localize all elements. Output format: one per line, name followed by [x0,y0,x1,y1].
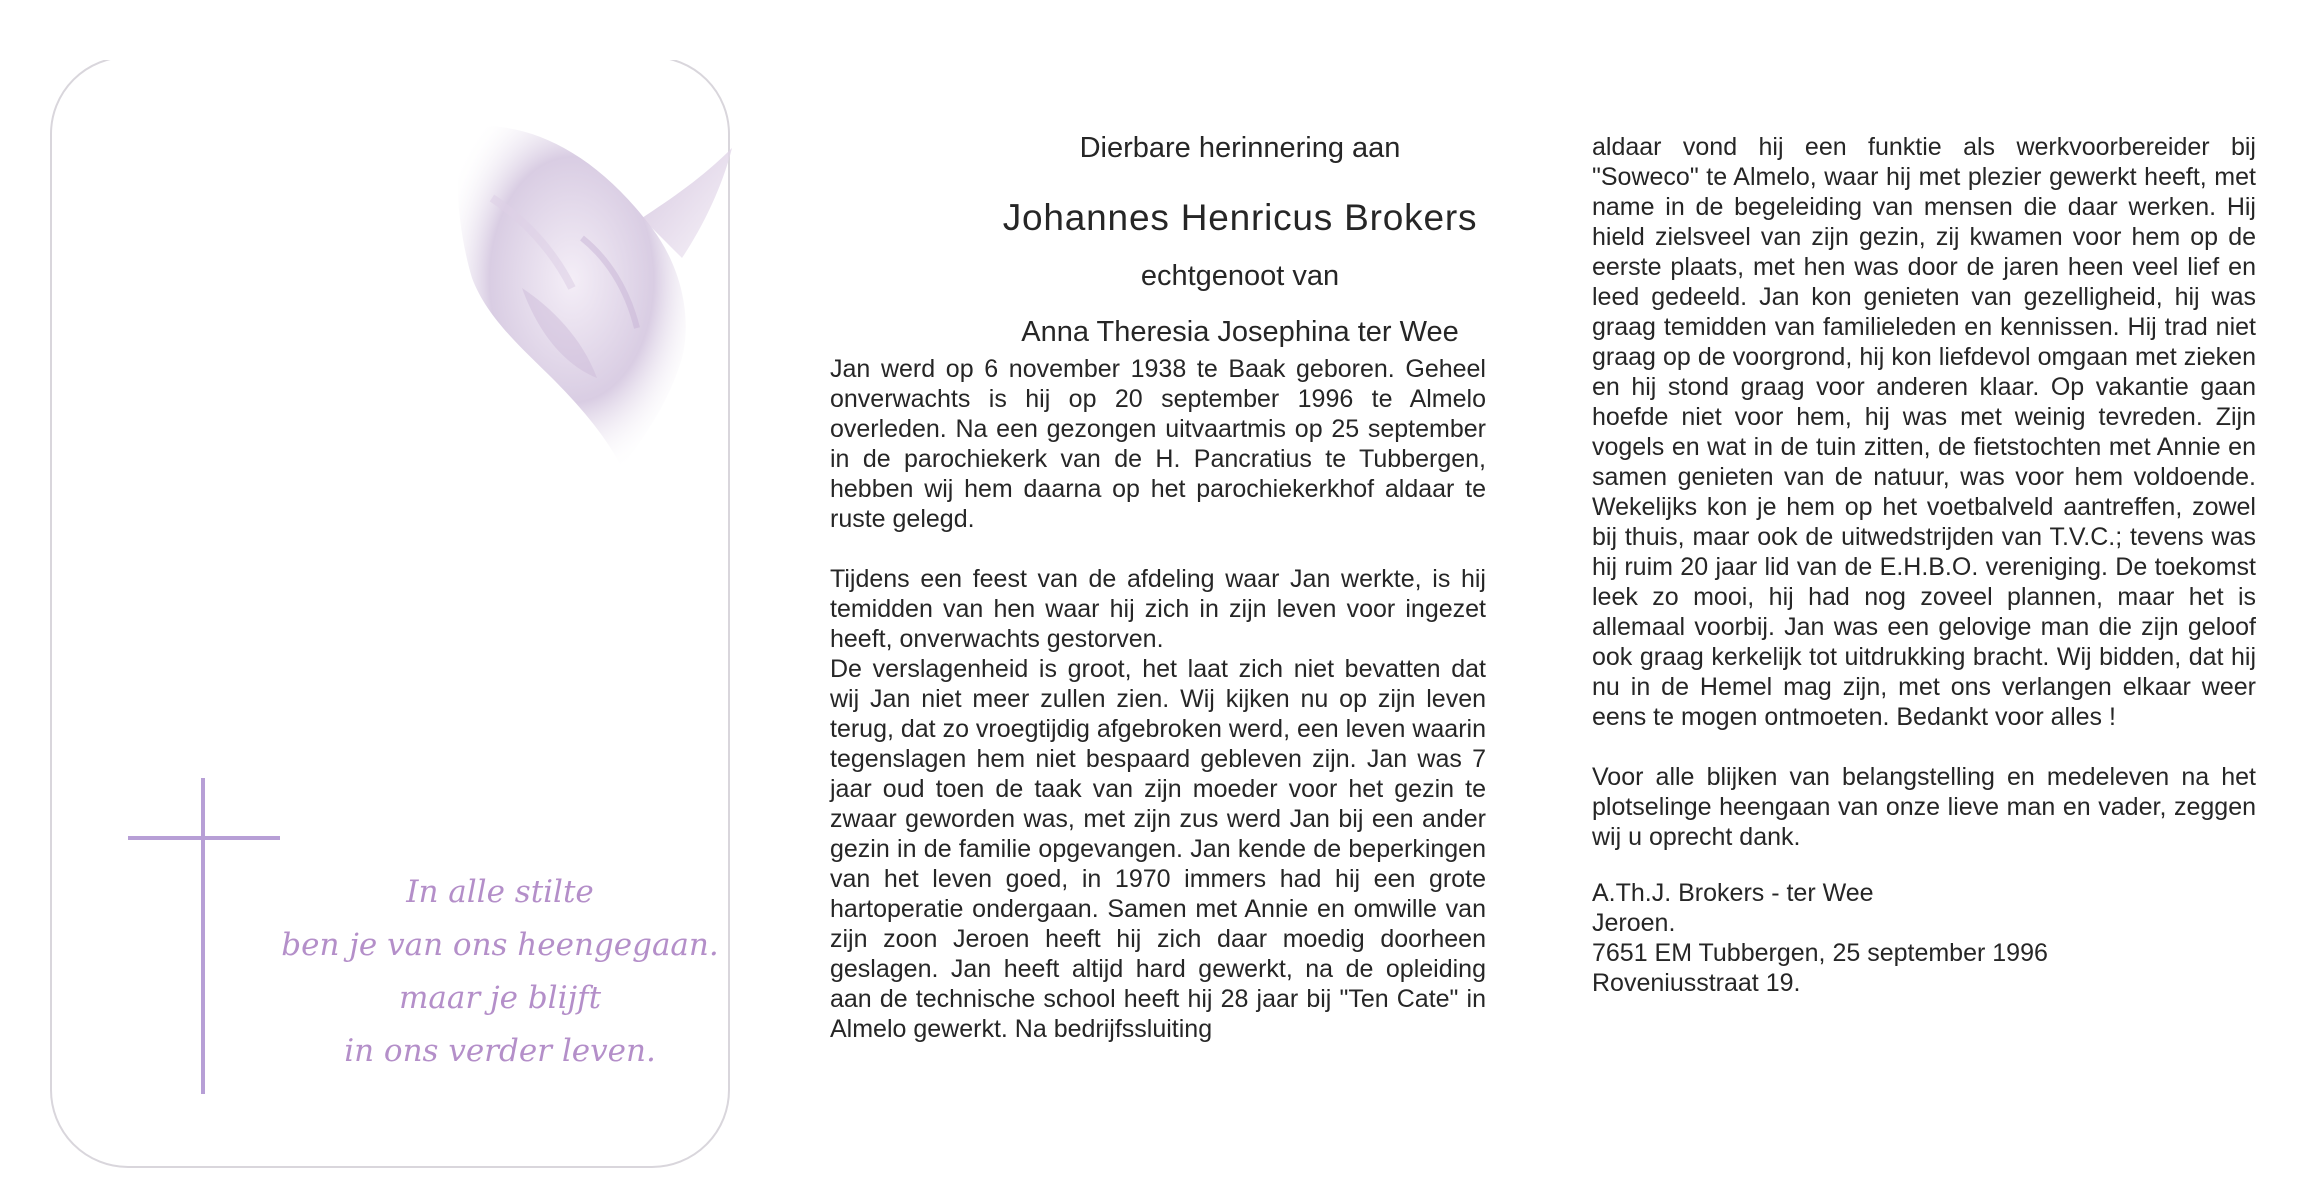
signature-names: A.Th.J. Brokers - ter Wee [1592,879,1874,907]
poem-line: maar je blijft [398,980,602,1016]
cross-icon [201,778,205,1094]
card-header [860,130,1620,350]
text-column-right [1592,132,2256,998]
card-top-gap [52,54,732,60]
signature-address: Roveniusstraat 19. [1592,969,1801,997]
poem-line: ben je van ons heengegaan. [281,927,719,963]
spouse-name: Anna Theresia Josephina ter Wee [1021,316,1459,348]
poem [280,866,720,1078]
dove-illustration [432,108,752,488]
signature-place-date: 7651 EM Tubbergen, 25 september 1996 [1592,939,2048,967]
paragraph-life-continued: aldaar vond hij een funktie als werkvoorbereider bij "Soweco" te Almelo, waar hij met plezier gewerkt heeft, met name in de begeleiding van mensen die daar werken. Hij hield zielsveel van zijn gezin, zij kwamen voor hem op de eerste plaats, met hen was door de jaren heen veel lief en leed gedeeld. Jan kon genieten van gezelligheid, hij was graag temidden van familieleden en kennissen. Hij trad niet graag op de voorgrond, hij kon liefdevol omgaan met zieken en hij stond graag voor anderen klaar. Op vakantie gaan hoefde niet voor hem, hij was met weinig tevreden. Zijn vogels en wat in de tuin zitten, de fietstochten met Annie en samen genieten van de natuur, was voor hem voldoende. Wekelijks kon je hem op het voetbalveld aantreffen, zowel bij thuis, maar ook de uitwedstrijden van T.V.C.; tevens was hij ruim 20 jaar lid van de E.H.B.O. vereniging. De toekomst leek zo mooi, hij had nog zoveel plannen, maar het is allemaal voorbij. Jan was een gelovige man die zijn geloof ook graag kerkelijk tot uitdrukking bracht. Wij bidden, dat hij nu in de Hemel mag zijn, met ons verlangen elkaar weer eens te mogen ontmoeten. Bedankt voor alles ! [1592,133,2256,731]
cross-icon-bar [128,836,280,840]
intro-text: Dierbare herinnering aan [1079,132,1401,164]
paragraph-life: De verslagenheid is groot, het laat zich niet bevatten dat wij Jan niet meer zullen zien. Wij kijken nu op zijn leven terug, dat zo vroegtijdig afgebroken werd, een leven waarin tegenslagen hem niet bespaard gebleven zijn. Jan was 7 jaar oud toen de taak van zijn moeder voor het gezin te zwaar geworden was, met zijn zus werd Jan bij een ander gezin in de familie opgevangen. Jan kende de beperkingen van het leven goed, in 1970 immers had hij een grote hartoperatie ondergaan. Samen met Annie en omwille van zijn zoon Jeroen heeft hij zich daar moedig doorheen geslagen. Jan heeft altijd hard gewerkt, na de opleiding aan de technische school heeft hij 28 jaar bij "Ten Cate" in Almelo gewerkt. Na bedrijfssluiting [830,655,1486,1043]
paragraph-thanks: Voor alle blijken van belangstelling en medeleven na het plotselinge heengaan van onze lieve man en vader, zeggen wij u oprecht dank. [1592,763,2256,851]
signature-block [1592,878,2256,998]
poem-line: in ons verder leven. [344,1033,656,1069]
paragraph-death: Tijdens een feest van de afdeling waar Jan werkte, is hij temidden van hen waar hij zich in zijn leven voor ingezet heeft, onverwachts gestorven. [830,565,1486,653]
text-column-left [830,354,1486,1044]
paragraph-life-dates: Jan werd op 6 november 1938 te Baak geboren. Geheel onverwachts is hij op 20 september 1996 te Almelo overleden. Na een gezongen uitvaartmis op 25 september in de parochiekerk van de H. Pancratius te Tubbergen, hebben wij hem daarna op het parochiekerkhof aldaar te ruste gelegd. [830,355,1486,533]
signature-son: Jeroen. [1592,909,1676,937]
deceased-name: Johannes Henricus Brokers [1002,197,1478,238]
poem-line: In alle stilte [406,874,594,910]
relation-text: echtgenoot van [1140,260,1340,292]
